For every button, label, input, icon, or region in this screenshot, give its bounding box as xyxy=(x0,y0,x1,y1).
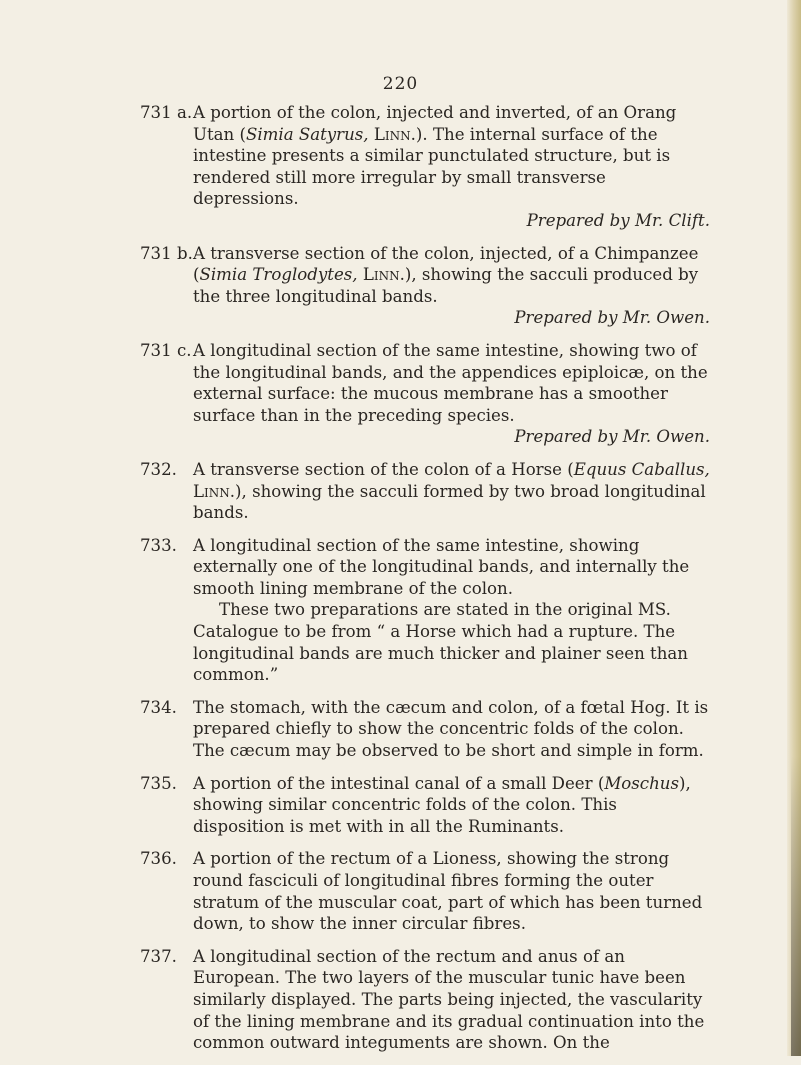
entry-text: A transverse section of the colon of a Horse ( xyxy=(193,459,574,479)
entry-text: A transverse section of the colon, injected, of a Chimpanzee ( xyxy=(193,243,699,285)
preparer-name: Mr. Clift. xyxy=(634,210,710,230)
entry-description xyxy=(193,697,710,762)
catalogue-entry xyxy=(140,535,710,686)
entry-text: ), showing similar concentric folds of the colon. This disposition is met with in all the Ruminants. xyxy=(193,773,691,836)
page-number: 220 xyxy=(382,74,419,94)
catalogue-entry xyxy=(140,848,710,934)
entry-text: A longitudinal section of the same intestine, showing two of the longitudinal bands, and the appendices epiploicæ, on the external surface: the mucous membrane has a smoother surface than in the preceding species. xyxy=(193,340,708,425)
entry-note: These two preparations are stated in the original MS. Catalogue to be from “ a Horse which had a rupture. The longitudinal bands are much thicker and plainer seen than common.” xyxy=(193,600,688,685)
entry-text: A longitudinal section of the rectum and anus of an European. The two layers of the muscular tunic have been similarly displayed. The parts being injected, the vascularity of the lining membrane and its gradual continuation into the common outward integuments are shown. On the xyxy=(193,946,705,1053)
catalogue-entry xyxy=(140,946,710,1054)
entry-description xyxy=(193,340,710,426)
catalogue-entry xyxy=(140,459,710,524)
entry-number: 733. xyxy=(140,535,177,555)
entry-text: A longitudinal section of the same intestine, showing externally one of the longitudinal bands, and internally the smooth lining membrane of the colon. xyxy=(193,535,690,598)
prepared-by: Prepared by Mr. Owen. xyxy=(514,308,710,328)
entry-text: A portion of the intestinal canal of a small Deer ( xyxy=(193,773,605,793)
catalogue-entry xyxy=(140,340,710,448)
authority: Linn. xyxy=(373,124,416,144)
catalogue-entry xyxy=(140,102,710,232)
entry-number: 734. xyxy=(140,697,177,717)
species-name: Simia Troglodytes, xyxy=(199,265,358,285)
entry-text: A portion of the rectum of a Lioness, showing the strong round fasciculi of longitudinal fibres forming the outer stratum of the muscular coat, part of which has been turned down, to show the inner circular fibres. xyxy=(193,849,703,934)
entry-number: 735. xyxy=(140,773,177,793)
catalogue-entry xyxy=(140,243,710,329)
page-edge-shadow xyxy=(791,756,801,1056)
entry-description xyxy=(193,946,710,1054)
species-name: Equus Caballus, xyxy=(573,459,710,479)
prepared-by: Prepared by Mr. Owen. xyxy=(514,427,710,447)
entry-number: 732. xyxy=(140,459,177,479)
species-name: Moschus xyxy=(604,773,679,793)
entry-description xyxy=(193,773,710,838)
entry-text: The stomach, with the cæcum and colon, of a fœtal Hog. It is prepared chiefly to show the concentric folds of the colon. The cæcum may be observed to be short and simple in form. xyxy=(193,697,709,761)
entry-number: 736. xyxy=(140,849,177,869)
entry-description xyxy=(193,848,710,934)
catalogue-entry xyxy=(140,773,710,838)
entry-number: 731 b. xyxy=(140,243,193,263)
entry-text: ). The internal surface of the intestine presents a similar punctulated structure, but is rendered still more irregular by small transverse depressions. xyxy=(193,124,671,209)
entry-text: ), showing the sacculi produced by the three longitudinal bands. xyxy=(193,265,699,306)
entry-number: 737. xyxy=(140,946,177,966)
catalogue-entry xyxy=(140,697,710,762)
preparer-name: Mr. Owen. xyxy=(622,308,710,328)
entry-description xyxy=(193,459,710,524)
entry-description xyxy=(193,102,710,210)
prepared-by: Prepared by Mr. Clift. xyxy=(526,210,710,230)
entry-number: 731 a. xyxy=(140,103,193,122)
authority: Linn. xyxy=(362,265,405,285)
preparer-name: Mr. Owen. xyxy=(622,427,710,447)
entry-text: A portion of the colon, injected and inverted, of an Orang Utan ( xyxy=(193,103,677,144)
entry-text: ), showing the sacculi formed by two broad longitudinal bands. xyxy=(193,481,706,523)
species-name: Simia Satyrus, xyxy=(245,124,369,144)
entry-description xyxy=(193,243,710,308)
catalogue-text xyxy=(140,102,710,1065)
authority: Linn. xyxy=(193,481,236,501)
entry-description xyxy=(193,535,710,600)
entry-number: 731 c. xyxy=(140,340,192,360)
